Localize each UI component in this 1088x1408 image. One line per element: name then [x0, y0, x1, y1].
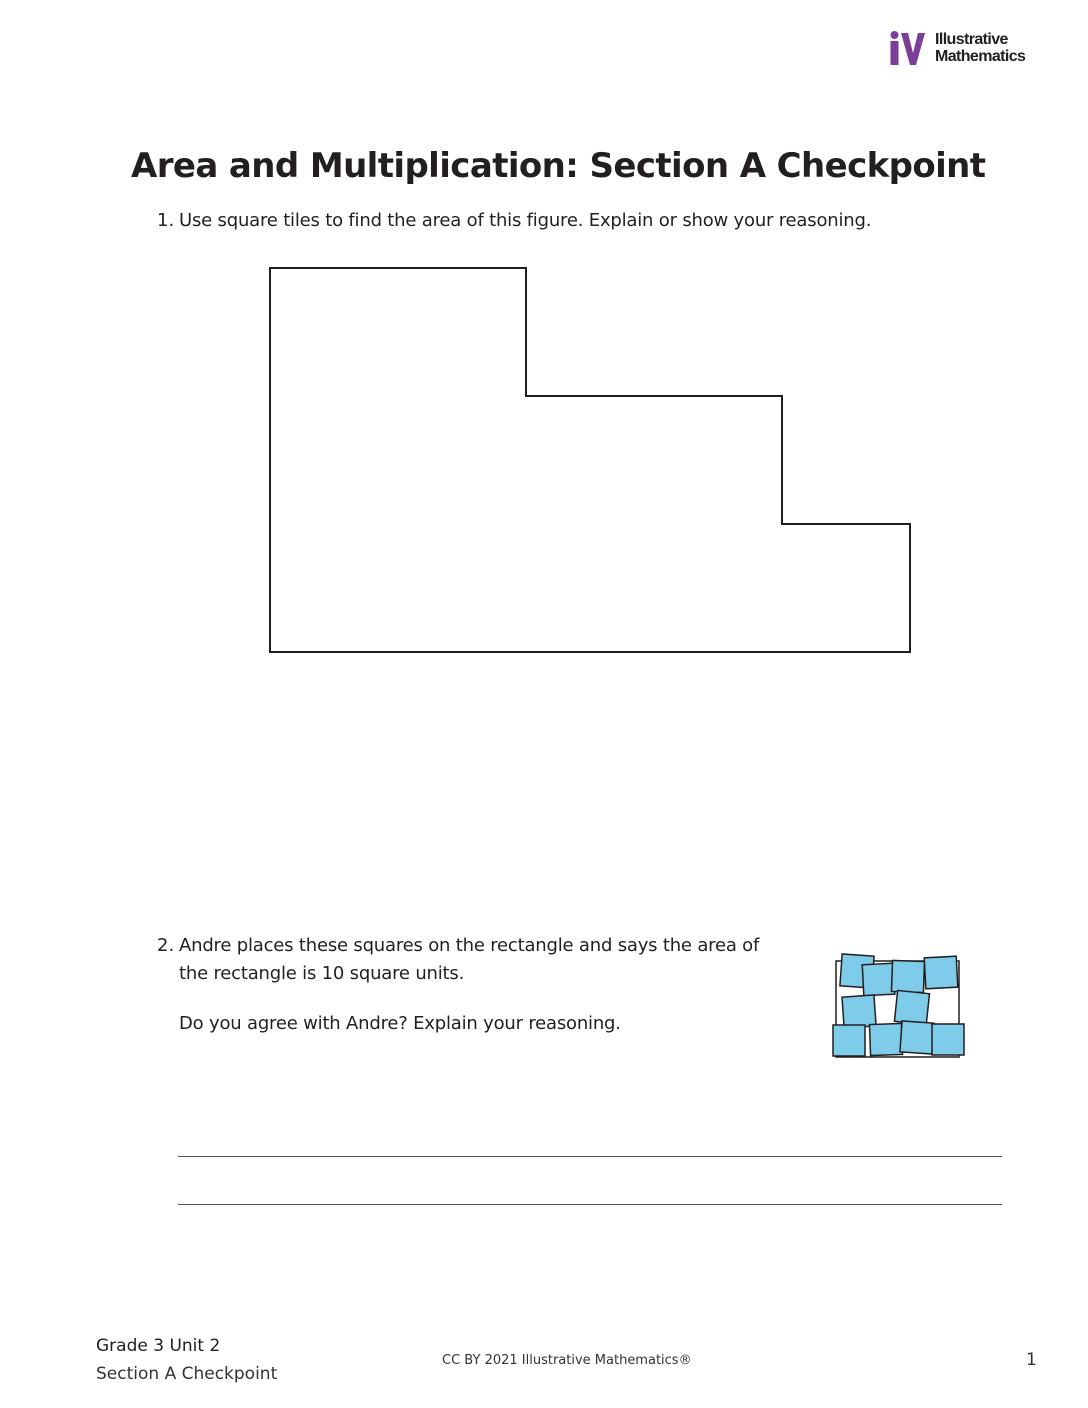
square-tile	[932, 1024, 964, 1055]
question-1-text: Use square tiles to find the area of this figure. Explain or show your reasoning.	[179, 210, 872, 231]
footer-section: Section A Checkpoint	[96, 1364, 278, 1384]
question-1-figure	[0, 0, 1088, 700]
question-2-tiles-figure	[826, 948, 971, 1063]
square-tile	[924, 956, 958, 989]
page-number: 1	[1026, 1350, 1037, 1370]
square-tile	[869, 1023, 902, 1055]
footer-grade-unit: Grade 3 Unit 2	[96, 1336, 221, 1356]
question-2-text-line-2: the rectangle is 10 square units.	[179, 963, 465, 984]
stepped-figure-outline	[270, 268, 910, 652]
answer-line[interactable]	[178, 1156, 1002, 1157]
question-2-number: 2.	[157, 935, 175, 956]
square-tile	[900, 1021, 934, 1054]
footer-copyright: CC BY 2021 Illustrative Mathematics®	[442, 1353, 692, 1368]
answer-line[interactable]	[178, 1204, 1002, 1205]
page-title: Area and Multiplication: Section A Checkpoint	[131, 146, 986, 186]
logo-line-2: Mathematics	[935, 48, 1026, 65]
question-2-prompt: Do you agree with Andre? Explain your reasoning.	[179, 1013, 621, 1034]
square-tile	[842, 995, 876, 1028]
square-tile	[862, 963, 895, 996]
square-tile	[891, 960, 924, 992]
square-tile	[833, 1025, 865, 1056]
square-tile	[894, 990, 929, 1024]
logo-line-1: Illustrative	[935, 31, 1008, 48]
question-2-text-line-1: Andre places these squares on the rectangle and says the area of	[179, 935, 760, 956]
question-1-number: 1.	[157, 210, 175, 231]
